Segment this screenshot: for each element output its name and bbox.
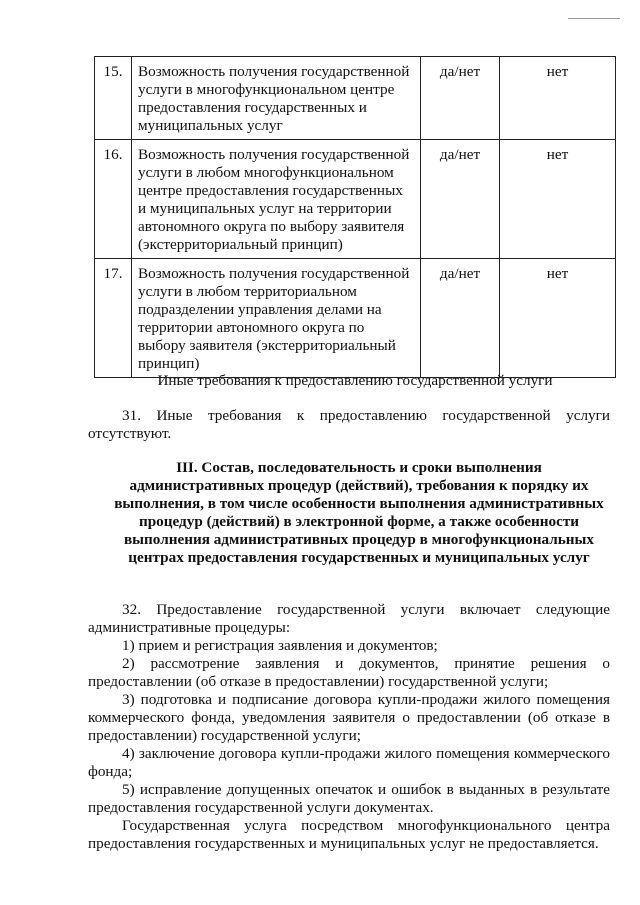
row-unit: да/нет [421,57,500,140]
row-value: нет [500,259,616,378]
procedure-item: 3) подготовка и подписание договора купли-продажи жилого помещения коммерческого фонда, уведомления заявителя о предоставлении (об отказе в предоставлении) государственной услуги; [88,691,610,744]
row-description: Возможность получения государственной услуги в любом территориальном подразделении управления делами на территории автономного округа по выбору заявителя (экстерриториальный принцип) [132,259,421,378]
table-row [95,259,616,378]
row-number: 15. [95,57,132,140]
subheading: Иные требования к предоставлению государственной услуги [157,372,553,389]
row-unit: да/нет [421,259,500,378]
procedure-item: 4) заключение договора купли-продажи жилого помещения коммерческого фонда; [88,745,610,780]
row-number: 16. [95,140,132,259]
row-value: нет [500,57,616,140]
procedure-item: 5) исправление допущенных опечаток и ошибок в выданных в результате предоставления государственной услуги документах. [88,781,610,816]
paragraph-32: 32. Предоставление государственной услуги включает следующие административные процедуры: [88,601,610,636]
row-description: Возможность получения государственной услуги в многофункциональном центре предоставления государственных и муниципальных услуг [132,57,421,140]
procedure-item: 1) прием и регистрация заявления и документов; [122,637,438,654]
closing-paragraph: Государственная услуга посредством многофункционального центра предоставления государственных и муниципальных услуг не предоставляется. [88,817,610,852]
section-heading: III. Состав, последовательность и сроки выполнения административных процедур (действий), требования к порядку их выполнения, в том числе особенности выполнения административных процедур (действий) в электронной форме, а также особенности выполнения административных процедур в многофункциональных центрах предоставления государственных и муниципальных услуг [114,459,604,566]
row-unit: да/нет [421,140,500,259]
table-row [95,57,616,140]
procedure-item: 2) рассмотрение заявления и документов, принятие решения о предоставлении (об отказе в предоставлении) государственной услуги; [88,655,610,690]
service-parameters-table [94,56,616,378]
table-row [95,140,616,259]
paragraph-31: 31. Иные требования к предоставлению государственной услуги отсутствуют. [88,407,610,442]
page-number-box [568,4,620,19]
row-number: 17. [95,259,132,378]
row-value: нет [500,140,616,259]
row-description: Возможность получения государственной услуги в любом многофункциональном центре предоставления государственных и муниципальных услуг на территории автономного округа по выбору заявителя (экстерриториальный принцип) [132,140,421,259]
